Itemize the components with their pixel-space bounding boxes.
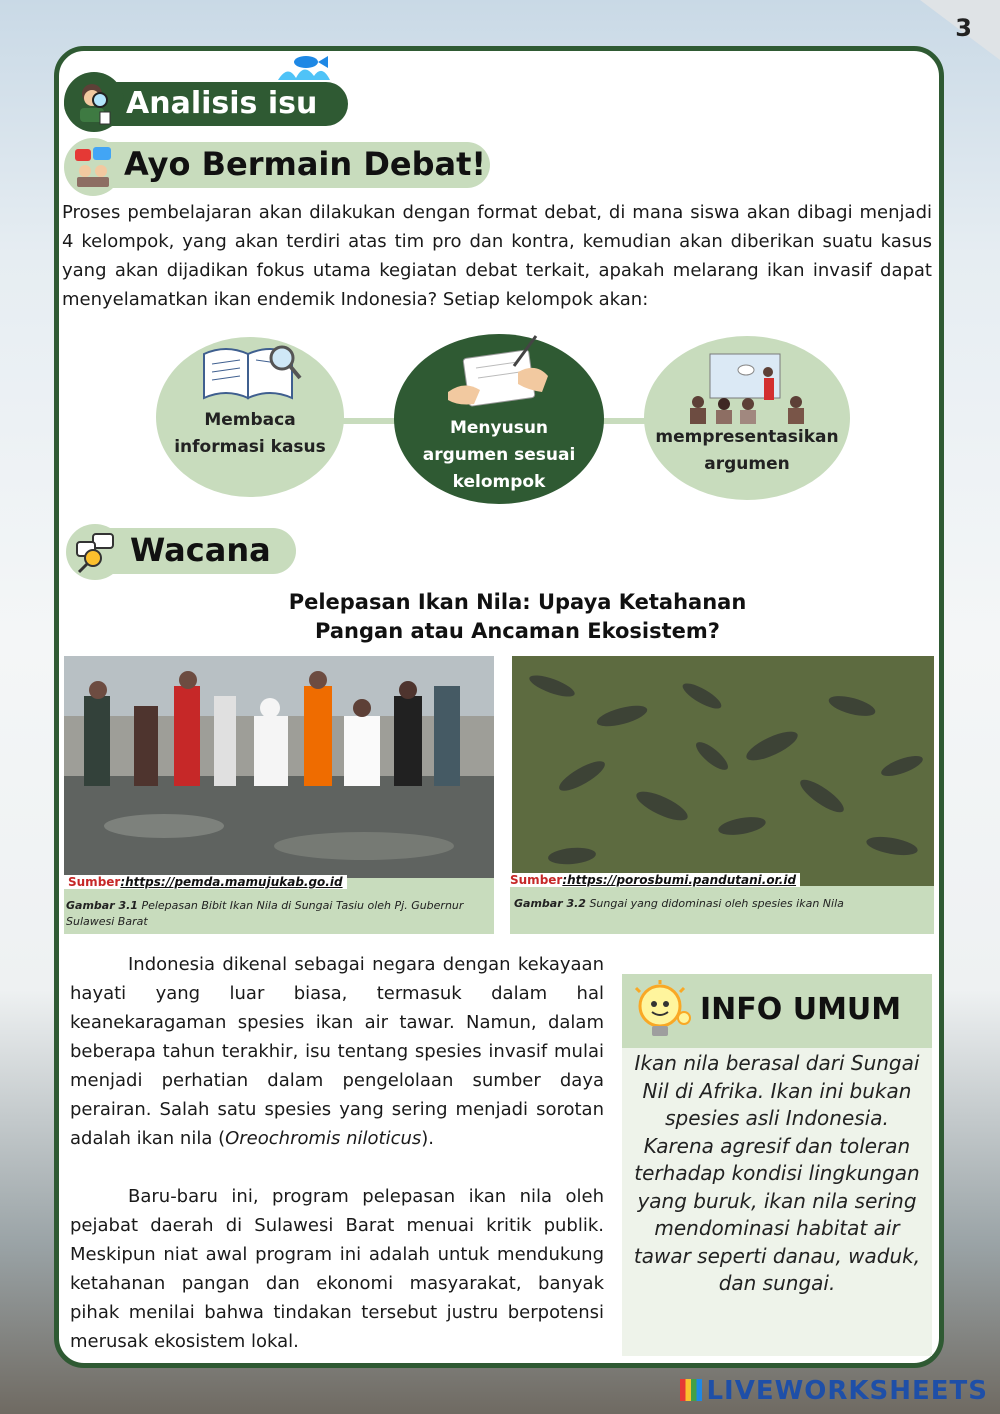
figure1-caption <box>66 898 490 930</box>
step-arrange-line2: argumen sesuai <box>422 445 576 465</box>
figure2-caption-text: Sungai yang didominasi oleh spesies ikan Nila <box>585 897 844 910</box>
article-title-line1: Pelepasan Ikan Nila: Upaya Ketahanan <box>288 590 747 614</box>
debate-header <box>70 142 490 188</box>
writing-hands-icon <box>444 332 554 410</box>
figure1-caption-text: Pelepasan Bibit Ikan Nila di Sungai Tasiu oleh Pj. Gubernur Sulawesi Barat <box>66 899 464 928</box>
debate-chat-icon <box>64 138 122 196</box>
body-p1-text: Indonesia dikenal sebagai negara dengan kekayaan hayati yang luar biasa, termasuk dalam hal keanekaragaman spesies ikan air tawar. Namun, dalam beberapa tahun terakhir, isu tentang spesies invasif mulai menjadi perhatian dalam pengelolaan sumber daya perairan. Salah satu spesies yang sering menjadi sorotan adalah ikan nila ( <box>70 954 604 1149</box>
info-umum-box <box>622 974 932 1356</box>
info-umum-header <box>622 974 932 1048</box>
figure1-source <box>64 875 347 889</box>
figure1-caption-label: Gambar 3.1 <box>66 899 138 912</box>
info-umum-title: INFO UMUM <box>700 992 902 1027</box>
body-p1-species: Oreochromis niloticus <box>225 1128 422 1149</box>
article-title <box>150 588 885 646</box>
step-present-line2: argumen <box>704 454 790 474</box>
presentation-icon <box>684 352 814 424</box>
info-umum-text: Ikan nila berasal dari Sungai Nil di Afrika. Ikan ini bukan spesies asli Indonesia. Karena agresif dan toleran terhadap kondisi lingkungan yang buruk, ikan nila sering mendominasi habitat air tawar seperti danau, waduk, dan sungai. <box>633 1051 921 1295</box>
debate-title: Ayo Bermain Debat! <box>124 145 486 183</box>
photo-tilapia-river <box>512 656 934 886</box>
wacana-title: Wacana <box>130 531 271 569</box>
footer-brand: LIVEWORKSHEETS <box>706 1376 988 1406</box>
detective-icon <box>64 72 124 132</box>
figure2-caption <box>514 896 930 912</box>
fish-splash-icon <box>274 50 334 86</box>
magnifier-chat-icon <box>66 524 124 580</box>
open-book-icon <box>198 340 302 404</box>
figure2-caption-box <box>510 886 934 934</box>
figure2-caption-label: Gambar 3.2 <box>514 897 586 910</box>
analysis-title: Analisis isu <box>126 86 318 121</box>
step-read-line2: informasi kasus <box>174 437 326 457</box>
liveworksheets-logo[interactable] <box>680 1376 988 1406</box>
step-read-line1: Membaca <box>204 410 296 430</box>
figure2-source-link[interactable]: :https://porosbumi.pandutani.or.id <box>562 873 797 887</box>
debate-intro: Proses pembelajaran akan dilakukan dengan format debat, di mana siswa akan dibagi menjadi 4 kelompok, yang akan terdiri atas tim pro dan kontra, kemudian akan diberikan suatu kasus yang akan dijadikan fokus utama kegiatan debat terkait, apakah melarang ikan invasif dapat menyelamatkan ikan endemik Indonesia? Setiap kelompok akan: <box>62 202 932 310</box>
lightbulb-icon <box>630 978 694 1044</box>
figure2-source-label: Sumber <box>510 873 563 887</box>
photo-fish-release <box>64 656 494 878</box>
figure1-source-link[interactable]: :https://pemda.mamujukab.go.id <box>120 875 343 889</box>
page-number: 3 <box>955 14 972 42</box>
figure2-source <box>506 873 800 887</box>
step-present-line1: mempresentasikan <box>655 427 839 447</box>
article-title-line2: Pangan atau Ancaman Ekosistem? <box>315 619 720 643</box>
step-arrange-line3: kelompok <box>452 472 546 492</box>
body-paragraph-1 <box>70 950 604 1153</box>
body-paragraph-2: Baru-baru ini, program pelepasan ikan nila oleh pejabat daerah di Sulawesi Barat menuai kritik publik. Meskipun niat awal program ini adalah untuk mendukung ketahanan pangan dan ekonomi masyarakat, banyak pihak menilai bahwa tindakan tersebut justru berpotensi merusak ekosistem lokal. <box>70 1186 604 1352</box>
step-arrange-line1: Menyusun <box>449 418 549 438</box>
body-p1-end: ). <box>421 1128 435 1149</box>
brand-mark-icon <box>680 1379 702 1401</box>
figure1-source-label: Sumber <box>68 875 121 889</box>
